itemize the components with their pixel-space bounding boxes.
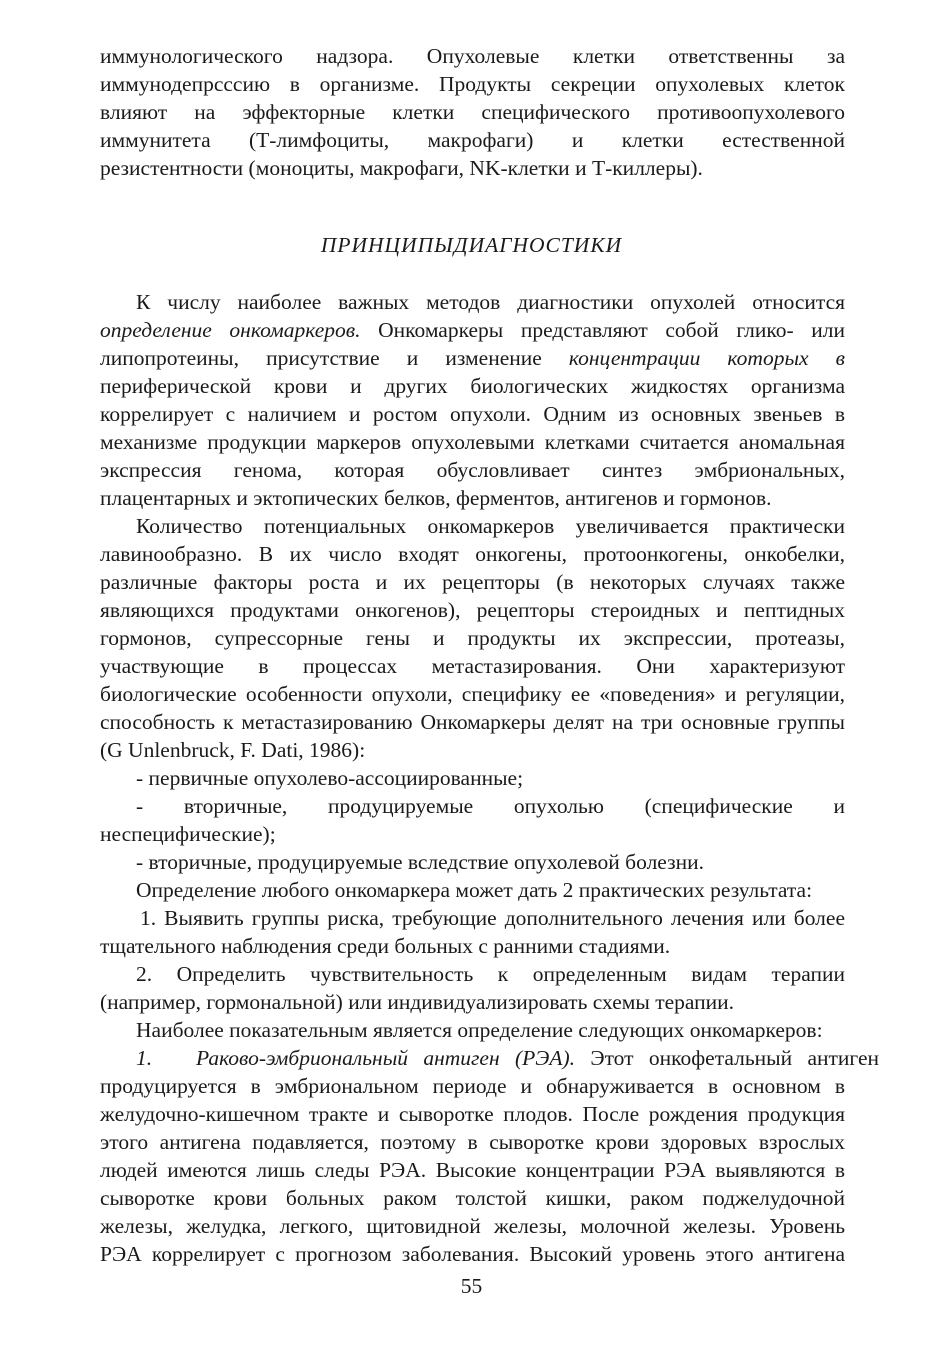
text-line: (например, гормональной) или индивидуализировать схемы терапии. (100, 990, 735, 1014)
text-line: экспрессия генома, которая обусловливает синтез эмбриональных, (100, 458, 845, 482)
text-span: липопротеины, присутствие и изменение (100, 346, 569, 370)
text-line: Определение любого онкомаркера может дать 2 практических результата: (136, 878, 813, 902)
text-line: К числу наиболее важных методов диагностики опухолей относится (136, 290, 845, 314)
list-item: 1. Выявить группы риска, требующие дополнительного лечения или более (140, 906, 845, 930)
text-line (100, 344, 845, 372)
list-item: 2. Определить чувствительность к определенным видам терапии (136, 962, 845, 986)
text-line: РЭА коррелирует с прогнозом заболевания. Высокий уровень этого антигена (100, 1242, 845, 1266)
text-line: иммунитета (Т-лимфоциты, макрофаги) и клетки естественной (100, 128, 845, 152)
list-item: - вторичные, продуцируемые опухолью (специфические и (136, 794, 845, 818)
text-line (100, 316, 845, 344)
text-line: гормонов, супрессорные гены и продукты их экспрессии, протеазы, (100, 626, 845, 650)
text-span: Этот онкофетальный антиген (575, 1046, 879, 1070)
section-heading: ПРИНЦИПЫДИАГНОСТИКИ (320, 233, 623, 257)
text-line: плацентарных и эктопических белков, ферментов, антигенов и гормонов. (100, 486, 772, 510)
italic-term: Раково-эмбриональный антиген (РЭА). (196, 1046, 576, 1070)
text-line: являющихся продуктами онкогенов), рецепторы стероидных и пептидных (100, 598, 845, 622)
text-line: влияют на эффекторные клетки специфического противоопухолевого (100, 100, 845, 124)
text-line: лавинообразно. В их число входят онкогены, протоонкогены, онкобелки, (100, 542, 845, 566)
text-line: иммунодепрсссию в организме. Продукты секреции опухолевых клеток (100, 72, 845, 96)
text-line: Наиболее показательным является определение следующих онкомаркеров: (136, 1018, 823, 1042)
text-line: иммунологического надзора. Опухолевые клетки ответственны за (100, 44, 845, 68)
text-line: резистентности (моноциты, макрофаги, NK-клетки и Т-киллеры). (100, 156, 703, 180)
text-line: людей имеются лишь следы РЭА. Высокие концентрации РЭА выявляются в (100, 1158, 845, 1182)
text-line: Количество потенциальных онкомаркеров увеличивается практически (136, 514, 845, 538)
text-line: железы, желудка, легкого, щитовидной железы, молочной железы. Уровень (100, 1214, 845, 1238)
text-line: желудочно-кишечном тракте и сыворотке плодов. После рождения продукция (100, 1102, 845, 1126)
text-span: Онкомаркеры представляют собой глико- или (360, 318, 845, 342)
text-line: коррелирует с наличием и ростом опухоли. Одним из основных звеньев в (100, 402, 845, 426)
text-line: тщательного наблюдения среди больных с ранними стадиями. (100, 934, 671, 958)
text-line: неспецифические); (100, 822, 276, 846)
text-line: различные факторы роста и их рецепторы (в некоторых случаях также (100, 570, 845, 594)
text-line: участвующие в процессах метастазирования. Они характеризуют (100, 654, 845, 678)
italic-term: концентрации которых в (568, 346, 845, 370)
list-number: 1. (136, 1046, 153, 1070)
text-line: этого антигена подавляется, поэтому в сыворотке крови здоровых взрослых (100, 1130, 845, 1154)
text-line (136, 1044, 879, 1072)
text-line: способность к метастазированию Онкомаркеры делят на три основные группы (100, 710, 845, 734)
italic-term: определение онкомаркеров. (100, 318, 361, 342)
text-line: механизме продукции маркеров опухолевыми клетками считается аномальная (100, 430, 845, 454)
page-number: 55 (460, 1274, 483, 1298)
text-line: биологические особенности опухоли, специфику ее «поведения» и регуляции, (100, 682, 845, 706)
list-item: - первичные опухолево-ассоциированные; (136, 766, 524, 790)
text-line: (G Unlenbruck, F. Dati, 1986): (100, 738, 366, 762)
text-line: продуцируется в эмбриональном периоде и обнаруживается в основном в (100, 1074, 845, 1098)
list-item: - вторичные, продуцируемые вследствие опухолевой болезни. (136, 850, 704, 874)
text-line: периферической крови и других биологических жидкостях организма (100, 374, 845, 398)
text-line: сыворотке крови больных раком толстой кишки, раком поджелудочной (100, 1186, 845, 1210)
